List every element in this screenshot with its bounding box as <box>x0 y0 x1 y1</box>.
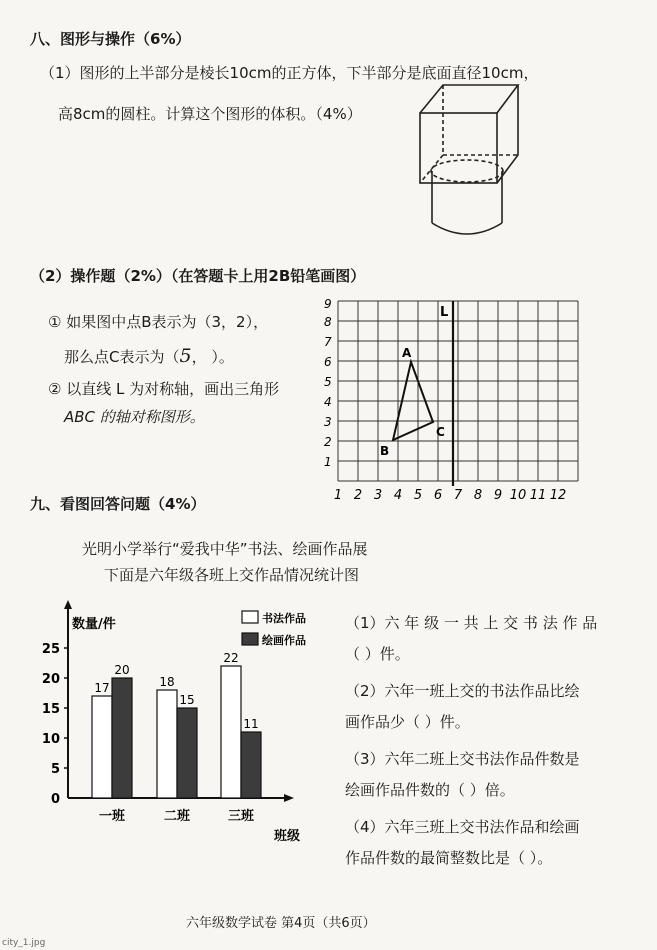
x-label-3: 3 <box>373 488 383 503</box>
y-tick-label: 10 <box>41 732 60 747</box>
x-label-7: 7 <box>453 488 463 503</box>
x-label-11: 11 <box>529 488 547 503</box>
x-axis-title: 班级 <box>274 829 301 844</box>
question-line: （3）六年二班上交书法作品件数是 <box>345 750 580 768</box>
y-label-2: 2 <box>324 435 332 449</box>
x-label-6: 6 <box>433 488 443 503</box>
y-label-5: 5 <box>324 375 332 389</box>
bar <box>221 666 241 798</box>
question-line: （2）六年一班上交的书法作品比绘 <box>345 682 580 700</box>
q2-item1-tail: ， ）。 <box>191 348 234 366</box>
x-label-2: 2 <box>353 488 363 503</box>
q1-text-line2: 高8cm的圆柱。计算这个图形的体积。（4%） <box>58 105 362 123</box>
symmetry-line-label: L <box>440 305 449 320</box>
section9-title: 九、看图回答问题（4%） <box>30 495 206 513</box>
y-label-9: 9 <box>324 297 332 311</box>
handwritten-answer: 5 <box>179 345 192 367</box>
y-label-3: 3 <box>324 415 332 429</box>
y-tick-label: 15 <box>41 702 60 717</box>
section8-title: 八、图形与操作（6%） <box>30 30 191 48</box>
y-label-6: 6 <box>324 355 332 369</box>
x-label-5: 5 <box>413 488 423 503</box>
legend-label: 书法作品 <box>262 612 306 625</box>
question-line: （ ）件。 <box>345 645 410 663</box>
q2-item1-line2 <box>64 345 234 367</box>
q2-title: （2）操作题（2%）（在答题卡上用2B铅笔画图） <box>30 267 366 285</box>
question-line: （1）六 年 级 一 共 上 交 书 法 作 品 <box>345 614 598 632</box>
coordinate-grid <box>318 296 608 514</box>
bar <box>241 732 261 798</box>
bar-value-label: 11 <box>243 717 259 731</box>
section9-questions <box>345 612 645 878</box>
y-tick-label: 20 <box>41 672 60 687</box>
category-label: 二班 <box>163 809 191 824</box>
y-tick-label: 0 <box>50 792 60 807</box>
file-name-caption: city_1.jpg <box>2 938 46 948</box>
bar <box>157 690 177 798</box>
x-axis-arrow <box>284 794 294 802</box>
x-label-8: 8 <box>473 488 483 503</box>
y-label-1: 1 <box>324 455 332 469</box>
y-label-7: 7 <box>324 335 332 349</box>
cube-cylinder-figure <box>405 75 535 240</box>
x-label-1: 1 <box>333 488 343 503</box>
y-axis-title: 数量/件 <box>72 617 116 632</box>
bar-value-label: 18 <box>159 675 175 689</box>
q2-item2-line1: ② 以直线 L 为对称轴，画出三角形 <box>48 380 280 398</box>
x-label-12: 12 <box>549 488 567 503</box>
x-label-10: 10 <box>509 488 527 503</box>
y-tick-label: 25 <box>41 642 60 657</box>
bar-value-label: 17 <box>94 681 110 695</box>
bar-chart <box>30 600 330 855</box>
y-label-8: 8 <box>324 315 332 329</box>
legend-label: 绘画作品 <box>262 634 306 647</box>
point-b-label: B <box>380 444 390 458</box>
question-line: （4）六年三班上交书法作品和绘画 <box>345 818 580 836</box>
y-axis-arrow <box>64 600 72 609</box>
y-label-4: 4 <box>324 395 332 409</box>
q2-item1-prefix: 那么点C表示为（ <box>64 348 180 366</box>
section9-intro-line1: 光明小学举行“爱我中华”书法、绘画作品展 <box>82 540 368 558</box>
x-label-9: 9 <box>493 488 503 503</box>
bar-value-label: 15 <box>179 693 195 707</box>
legend-swatch <box>242 633 258 645</box>
legend-swatch <box>242 611 258 623</box>
point-c-label: C <box>436 425 445 439</box>
page-footer: 六年级数学试卷 第4页（共6页） <box>186 916 376 931</box>
x-label-4: 4 <box>393 488 403 503</box>
bar <box>177 708 197 798</box>
question-line: 作品件数的最简整数比是（ ）。 <box>345 849 553 867</box>
bar-value-label: 22 <box>223 651 239 665</box>
bar <box>92 696 112 798</box>
q2-item2-line2: ABC 的轴对称图形。 <box>64 408 205 426</box>
question-line: 绘画作品件数的（ ）倍。 <box>345 781 515 799</box>
section9-intro-line2: 下面是六年级各班上交作品情况统计图 <box>104 566 360 584</box>
category-label: 一班 <box>98 809 126 824</box>
category-label: 三班 <box>227 809 255 824</box>
q1-text-line1: （1）图形的上半部分是棱长10cm的正方体，下半部分是底面直径10cm， <box>40 64 539 82</box>
y-tick-label: 5 <box>50 762 60 777</box>
question-line: 画作品少（ ）件。 <box>345 713 470 731</box>
bar <box>112 678 132 798</box>
point-a-label: A <box>402 346 412 360</box>
q2-item1-line1: ① 如果图中点B表示为（3，2）， <box>48 313 269 331</box>
bar-value-label: 20 <box>114 663 130 677</box>
